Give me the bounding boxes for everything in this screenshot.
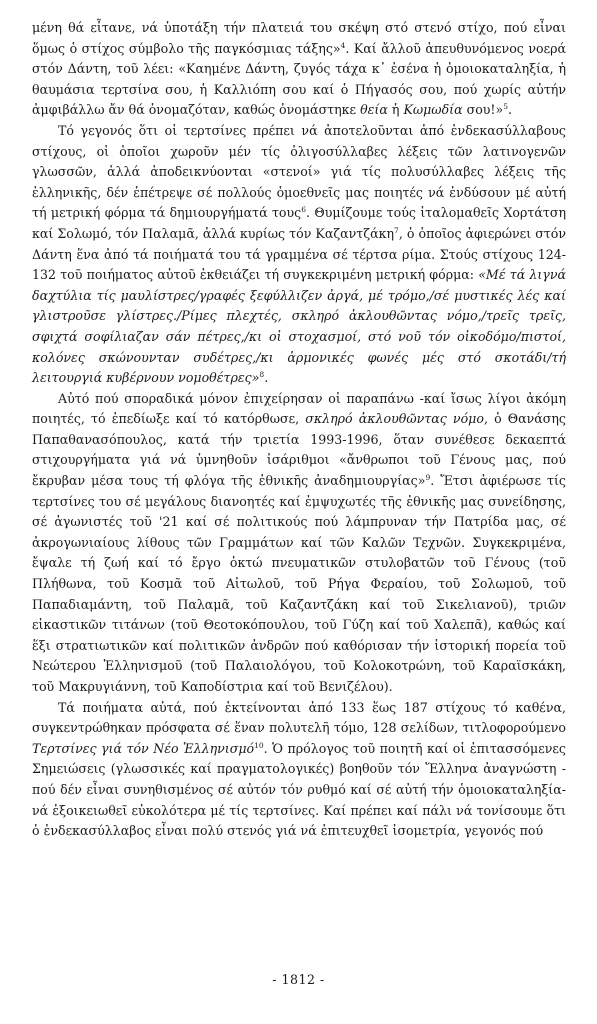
italic-text: «Μέ τά λιγνά δαχτύλια τίς μαυλίστρες/γραφές ξεφύλλιζεν ἀργά, μέ τρόμο,/σέ μυστικές λές καί γλιστροῦσε γλίστρες./Ρίμες πλεχτές, σκληρό ἀκλουθῶντας νόμο,/τρεῖς τρεῖς, σφιχτά σοφίλιαζαν σάν πέτρες,/κι οἱ στοχασμοί, στό νοῦ τόν οἰκοδόμο/πιστοί, κολόνες σκώνουνταν συδέτρες,/κι ἁρμονικές φωνές μές στό σκοτάδι/τή λειτουργιά κυβέρνουν νομοθέτρες» [32,267,566,386]
text-run: ἡ [387,102,404,118]
footnote-marker: 5 [503,102,508,112]
page-body [32,18,566,842]
italic-text: σκληρό ἀκλουθῶντας νόμο [305,411,484,427]
italic-text: Τερτσίνες γιά τόν Νέο Ἑλληνισμό [32,740,255,756]
footnote-marker: 10 [254,740,264,750]
text-run: . Ὁ πρόλογος τοῦ ποιητῆ καί οἱ ἐπιτασσόμενες Σημειώσεις (γλωσσικές καί πραγματολογικές) βοηθοῦν τόν Ἕλληνα ἀναγνώστη - πού δέν εἶναι συνηθισμένος σέ αὐτόν τόν ρυθμό καί σέ αὐτή τήν ὁμοιοκαταληξία- νά ἐξοικειωθεῖ εὐκολότερα μέ τίς τερτσίνες. Καί πρέπει καί πάλι νά τονίσουμε ὅτι ὁ ἑνδεκασύλλαβος εἶναι πολύ στενός γιά νά ἐπιτευχθεῖ ἰσομετρία, γεγονός πού [32,740,566,839]
text-run: . Ἔτσι ἀφιέρωσε τίς τερτσίνες του σέ μεγάλους διανοητές καί ἐμψυχωτές τῆς ἐθνικῆς μας συνείδησης, σέ ἀγωνιστές τοῦ '21 καί σέ πολιτικούς πού λάμπρυναν τήν Πατρίδα μας, σέ ἀκρογωνιαίους λίθους τῶν Γραμμάτων καί τῶν Καλῶν Τεχνῶν. Συγκεκριμένα, ἔψαλε τή ζωή καί τό ἔργο ὀκτώ πνευματικῶν στυλοβατῶν τοῦ Γένους (τοῦ Πλήθωνα, τοῦ Κοσμᾶ τοῦ Αἰτωλοῦ, τοῦ Ρήγα Φεραίου, τοῦ Σολωμοῦ, τοῦ Παπαδιαμάντη, τοῦ Παλαμᾶ, τοῦ Καζαντζάκη καί τοῦ Σικελιανοῦ), τριῶν εἰκαστικῶν τιτάνων (τοῦ Θεοτοκόπουλου, τοῦ Γύζη καί τοῦ Χαλεπᾶ), καθώς καί ἕξι στρατιωτικῶν καί πολιτικῶν ἀνδρῶν πού καθόρισαν τήν ἱστορική πορεία τοῦ Νεώτερου Ἑλληνισμοῦ (τοῦ Παλαιολόγου, τοῦ Κολοκοτρώνη, τοῦ Καραϊσκάκη, τοῦ Μακρυγιάννη, τοῦ Καποδίστρια καί τοῦ Βενιζέλου). [32,473,566,694]
page-number: - 1812 - [272,972,325,987]
italic-text: θεία [360,102,388,118]
footnote-marker: 6 [301,205,307,215]
text-run: , ὁ Θανάσης Παπαθανασόπουλος, κατά τήν τριετία 1993-1996, ὅταν συνέθεσε δεκαεπτά στιχουργήματα γιά νά ὑμνηθοῦν ἰσάριθμοι «ἄνθρωποι τοῦ Γένους μας, πού ἔκρυβαν μέσα τους τή φλόγα τῆς ἐθνικῆς ἀναδημιουργίας» [32,411,566,489]
text-run: Αὐτό πού σποραδικά μόνον ἐπιχείρησαν οἱ παραπάνω -καί ἴσως λίγοι ἀκόμη ποιητές, τό ἐπεδίωξε καί τό κατόρθωσε, [32,390,566,427]
footnote-marker: 9 [425,472,431,482]
italic-text: Κωμωδία [403,102,463,118]
footnote-marker: 7 [394,225,399,235]
text-run: , ὁ ὁποῖος ἀφιερώνει στόν Δάντη ἕνα ἀπό τά ποιήματά του τά γραμμένα σέ τέρτσα ρίμα. Στούς στίχους 124-132 τοῦ ποιήματος αὐτοῦ ἐκθειάζει τή συγκεκριμένη μετρική φόρμα: [32,225,566,283]
paragraph [32,389,566,698]
footnote-marker: 8 [259,369,265,379]
text-run: μένη θά εἶτανε, νά ὑποτάξη τήν πλατειά του σκέψη στό στενό στίχο, πού εἶναι ὅμως ὁ στίχος σύμβολο τῆς παγκόσμιας τάξης» [32,20,566,56]
text-run: . Θυμίζουμε τούς ἰταλομαθεῖς Χορτάτση καί Σολωμό, τόν Παλαμᾶ, ἀλλά κυρίως τόν Καζαντζάκη [32,205,566,241]
footnote-marker: 4 [340,40,346,50]
text-run: Τά ποιήματα αὐτά, πού ἐκτείνονται ἀπό 133 ἕως 187 στίχους τό καθένα, συγκεντρώθηκαν πρόσφατα σέ ἕναν πολυτελῆ τόμο, 128 σελίδων, τιτλοφορούμενο [32,699,566,736]
text-run: σου!» [462,102,504,118]
paragraph [32,121,566,389]
text-run: . Καί ἄλλοῦ ἀπευθυνόμενος νοερά στόν Δάντη, τοῦ λέει: «Καημένε Δάντη, ζυγός τάχα κ᾽ ἐσένα ἡ ὁμοιοκαταληξία, ἡ θαυμάσια τερτσίνα σου, ἡ Καλλιόπη σου καί ὁ Πήγασός σου, πού χωρίς αὐτήν ἀμφιβάλλω ἄν θά ὀνομαζόταν, καθώς ὀνομάστηκε [32,40,566,118]
text-run: . [264,370,269,386]
paragraph [32,18,566,121]
text-run: Τό γεγονός ὅτι οἱ τερτσίνες πρέπει νά ἀποτελοῦνται ἀπό ἑνδεκασύλλαβους στίχους, οἱ ὁποῖοι χωροῦν μέν τίς ὀλιγοσύλλαβες λέξεις τῶν λατινογενῶν γλωσσῶν, ἀλλά ἀποδεικνύονται «στενοί» γιά τίς πολυσύλλαβες λέξεις τῆς ἑλληνικῆς, δέν ἐπέτρεψε σέ πολλούς ὁμοεθνεῖς μας ποιητές νά ἐνδύσουν μέ αὐτή τή μετρική φόρμα τά δημιουργήματά τους [32,122,566,221]
paragraph [32,698,566,842]
text-run: . [507,102,512,118]
